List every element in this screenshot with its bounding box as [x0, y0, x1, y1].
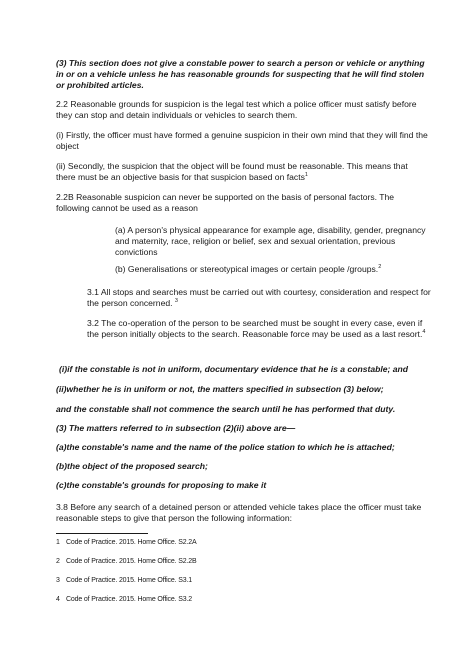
paragraph-grounds — [56, 480, 428, 491]
footnote-4 — [56, 595, 192, 604]
paragraph-text: (ii) Secondly, the suspicion that the object will be found must be reasonable. This means that there must be an objective basis for that suspicion based on facts — [56, 161, 408, 183]
paragraph-text: (b)the object of the proposed search; — [56, 461, 208, 471]
list-item-b — [115, 264, 433, 275]
footnote-number: 4 — [56, 596, 60, 603]
paragraph-firstly — [56, 130, 428, 152]
paragraph-text: (c)the constable's grounds for proposing to make it — [56, 480, 267, 490]
paragraph-3-8 — [56, 502, 428, 524]
paragraph-shall-not-commence — [56, 404, 428, 415]
paragraph-3-1 — [87, 287, 433, 309]
footnote-2 — [56, 557, 197, 566]
footnote-text: Code of Practice. 2015. Home Office. S2.2B — [66, 558, 197, 565]
footnote-number: 3 — [56, 577, 60, 584]
paragraph-text: (i) Firstly, the officer must have formed a genuine suspicion in their own mind that they will find the object — [56, 130, 428, 152]
footnote-separator — [56, 533, 148, 534]
paragraph-text: 2.2 Reasonable grounds for suspicion is the legal test which a police officer must satisfy before they can stop and detain individuals or vehicles to search them. — [56, 99, 417, 121]
paragraph-text: 2.2B Reasonable suspicion can never be supported on the basis of personal factors. The following cannot be used as a reason — [56, 192, 395, 214]
footnote-ref-1: 1 — [304, 172, 308, 179]
footnote-text: Code of Practice. 2015. Home Office. S2.2A — [66, 539, 197, 546]
paragraph-2-2b — [56, 192, 428, 214]
paragraph-object-of-search — [56, 461, 428, 472]
paragraph-constable-name — [56, 442, 428, 453]
paragraph-text: (b) Generalisations or stereotypical images or certain people /groups. — [115, 264, 379, 274]
paragraph-text: (a) A person's physical appearance for example age, disability, gender, pregnancy and maternity, race, religion or belief, sex and sexual orientation, previous convictions — [115, 225, 426, 258]
paragraph-text: (i)if the constable is not in uniform, documentary evidence that he is a constable; and — [59, 364, 409, 374]
footnote-ref-3: 3 — [174, 298, 178, 305]
paragraph-3-2 — [87, 318, 433, 340]
footnote-1 — [56, 538, 197, 547]
paragraph-text: (a)the constable's name and the name of the police station to which he is attached; — [56, 442, 395, 452]
list-item-a — [115, 225, 433, 259]
paragraph-text: (3) This section does not give a constable power to search a person or vehicle or anything in or on a vehicle unless he has reasonable grounds for suspecting that he will find stolen or prohibited articles. — [56, 58, 425, 91]
paragraph-2-2 — [56, 99, 428, 121]
paragraph-text: (3) The matters referred to in subsection (2)(ii) above are— — [56, 423, 296, 433]
paragraph-secondly — [56, 161, 428, 183]
paragraph-whether-in-uniform — [56, 384, 428, 395]
footnote-text: Code of Practice. 2015. Home Office. S3.2 — [66, 596, 193, 603]
footnote-number: 2 — [56, 558, 60, 565]
footnote-ref-2: 2 — [378, 264, 382, 271]
footnote-3 — [56, 576, 192, 585]
paragraph-text: and the constable shall not commence the search until he has performed that duty. — [56, 404, 396, 414]
footnote-ref-4: 4 — [422, 329, 426, 336]
footnote-number: 1 — [56, 539, 60, 546]
paragraph-text: (ii)whether he is in uniform or not, the matters specified in subsection (3) below; — [56, 384, 384, 394]
paragraph-section-3 — [56, 58, 428, 92]
paragraph-not-in-uniform — [59, 364, 431, 375]
paragraph-matters-referred — [56, 423, 428, 434]
paragraph-text: 3.2 The co-operation of the person to be searched must be sought in every case, even if the person initially objects to the search. Reasonable force may be used as a last resort. — [87, 318, 423, 340]
footnote-text: Code of Practice. 2015. Home Office. S3.1 — [66, 577, 193, 584]
paragraph-text: 3.1 All stops and searches must be carried out with courtesy, consideration and respect for the person concerned. — [87, 287, 431, 309]
paragraph-text: 3.8 Before any search of a detained person or attended vehicle takes place the officer must take reasonable steps to give that person the following information: — [56, 502, 422, 524]
